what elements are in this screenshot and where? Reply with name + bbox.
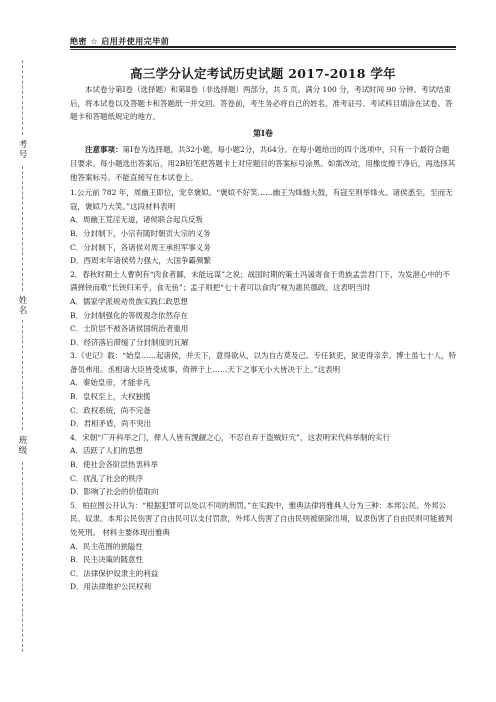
secret-mark: 绝密 ☆ 启用并使用完毕前	[70, 37, 170, 46]
option-a: A．活跃了人们的思想	[70, 446, 143, 456]
question-2	[70, 268, 456, 350]
binding-line-mid-2	[22, 320, 24, 430]
option-d: D．影响了社会的价值取向	[70, 487, 159, 497]
option-d: D．经济落后滞缓了分封制度的瓦解	[70, 337, 189, 347]
option-d: D．西周末年诸侯势力强大，大国争霸频繁	[70, 256, 212, 266]
option-b: B．分封制下，小宗有随时朝贡大宗的义务	[70, 228, 211, 238]
binding-line-bottom	[22, 462, 24, 652]
name-label: 姓名	[18, 296, 28, 316]
notice-label: 注意事项：	[85, 145, 123, 155]
question-stem: 4．宋朝“广开科举之门，俾人人皆有觊觎之心，不忍自弃于盗贼奸宄”，这表明宋代科举制的实行	[70, 432, 390, 442]
binding-line-mid-1	[22, 166, 24, 291]
question-1	[70, 186, 456, 268]
option-c: C．扰乱了社会的秩序	[70, 473, 144, 483]
section-heading: 第Ⅰ卷	[253, 127, 273, 138]
option-c: C．分封制下，各诸侯对周王承担军事义务	[70, 242, 211, 252]
question-5	[70, 499, 456, 594]
option-b: B．使社会各阶层热衷科举	[70, 460, 159, 470]
option-c: C．法律保护奴隶主的利益	[70, 568, 159, 578]
question-3	[70, 349, 456, 431]
class-label: 班级	[18, 436, 28, 456]
option-a: A．民主范围的狭隘性	[70, 541, 143, 551]
exam-number-label: 考号	[18, 140, 28, 160]
option-d: D．君相矛盾，尚不突出	[70, 419, 152, 429]
option-b: B．民主决策的随意性	[70, 555, 144, 565]
page-title: 高三学分认定考试历史试题 2017-2018 学年	[130, 66, 396, 81]
option-a: A．周幽王荒淫无道，诸侯联合起兵反叛	[70, 215, 203, 225]
option-d: D．用法律维护公民权利	[70, 582, 152, 592]
option-a: A．秦始皇帝，才能非凡	[70, 378, 151, 388]
question-4	[70, 431, 456, 499]
question-stem: 1.公元前 782 年，周幽王即位，宠幸褒姒。“褒姒不好笑……幽王为烽燧大鼓，有寇至则举烽火。诸侯悉至，至而无寇，褒姒乃大笑。”这段材料表明	[70, 188, 453, 211]
document-body	[70, 83, 456, 594]
notice-text: 第Ⅰ卷为选择题，共32小题，每小题2分，共64分。在每小题给出的四个选项中，只有一个最符合题目要求。每小题选出答案后，用2B铅笔把答题卡上对应题目的答案标号涂黑。如需改动，用橡皮擦干净后，再选择其他答案标号。不能直接写在本试卷上。	[70, 145, 456, 182]
question-stem: 3.《史记》载：“始皇……起诸侯，并天下，意得欲从，以为自古莫及己。专任狱吏，狱吏得亲幸。博士虽七十人，特备员弗用。丞相诸大臣皆受成事，倚辨于上……天下之事无小大皆决于上。”这表明	[70, 351, 456, 374]
header-rule-thin	[70, 49, 456, 50]
option-c: C．士阶层不被各诸侯国统治者重用	[70, 324, 189, 334]
option-b: B．皇权至上，大权独揽	[70, 392, 151, 402]
question-stem: 2．春秋时期士人曹刿有“肉食者鄙，未能远谋”之说；战国时期的策士冯谖寄食于贵族孟尝君门下，为发泄心中的不满弹铗而歌“长铗归来乎，食无鱼”；孟子则把“七十者可以食肉”视为惠民德政。这表明当时	[70, 269, 450, 293]
question-stem: 5．柏拉图公开认为：“根据犯罪可以处以不同的刑罚。”在实践中，雅典法律将雅典人分为三种：本邦公民、外邦公民、奴隶。本邦公民伤害了自由民可以支付罚款，外邦人伤害了自由民则被驱除出境，奴隶伤害了自由民则可能被判处死刑。 材料主要体现出雅典	[70, 500, 453, 537]
notice-paragraph	[70, 143, 456, 184]
option-c: C．政权系统，尚不完备	[70, 405, 151, 415]
intro-paragraph: 本试卷分第Ⅰ卷（选择题）和第Ⅱ卷（非选择题）两部分，共 5 页。满分 100 分，考试时间 90 分钟。考试结束后，将本试卷以及答题卡和答题纸一并交回。答卷前，考生务必将自己的姓名、准考证号、考试科目填涂在试卷、答题卡和答题纸规定的地方。	[70, 85, 453, 122]
binding-line-top	[22, 60, 24, 135]
header-rule-thick	[70, 46, 456, 48]
option-b: B．分封制强化的等级观念依然存在	[70, 310, 189, 320]
option-a: A．儒家学派规劝贵族实践仁政思想	[70, 296, 188, 306]
